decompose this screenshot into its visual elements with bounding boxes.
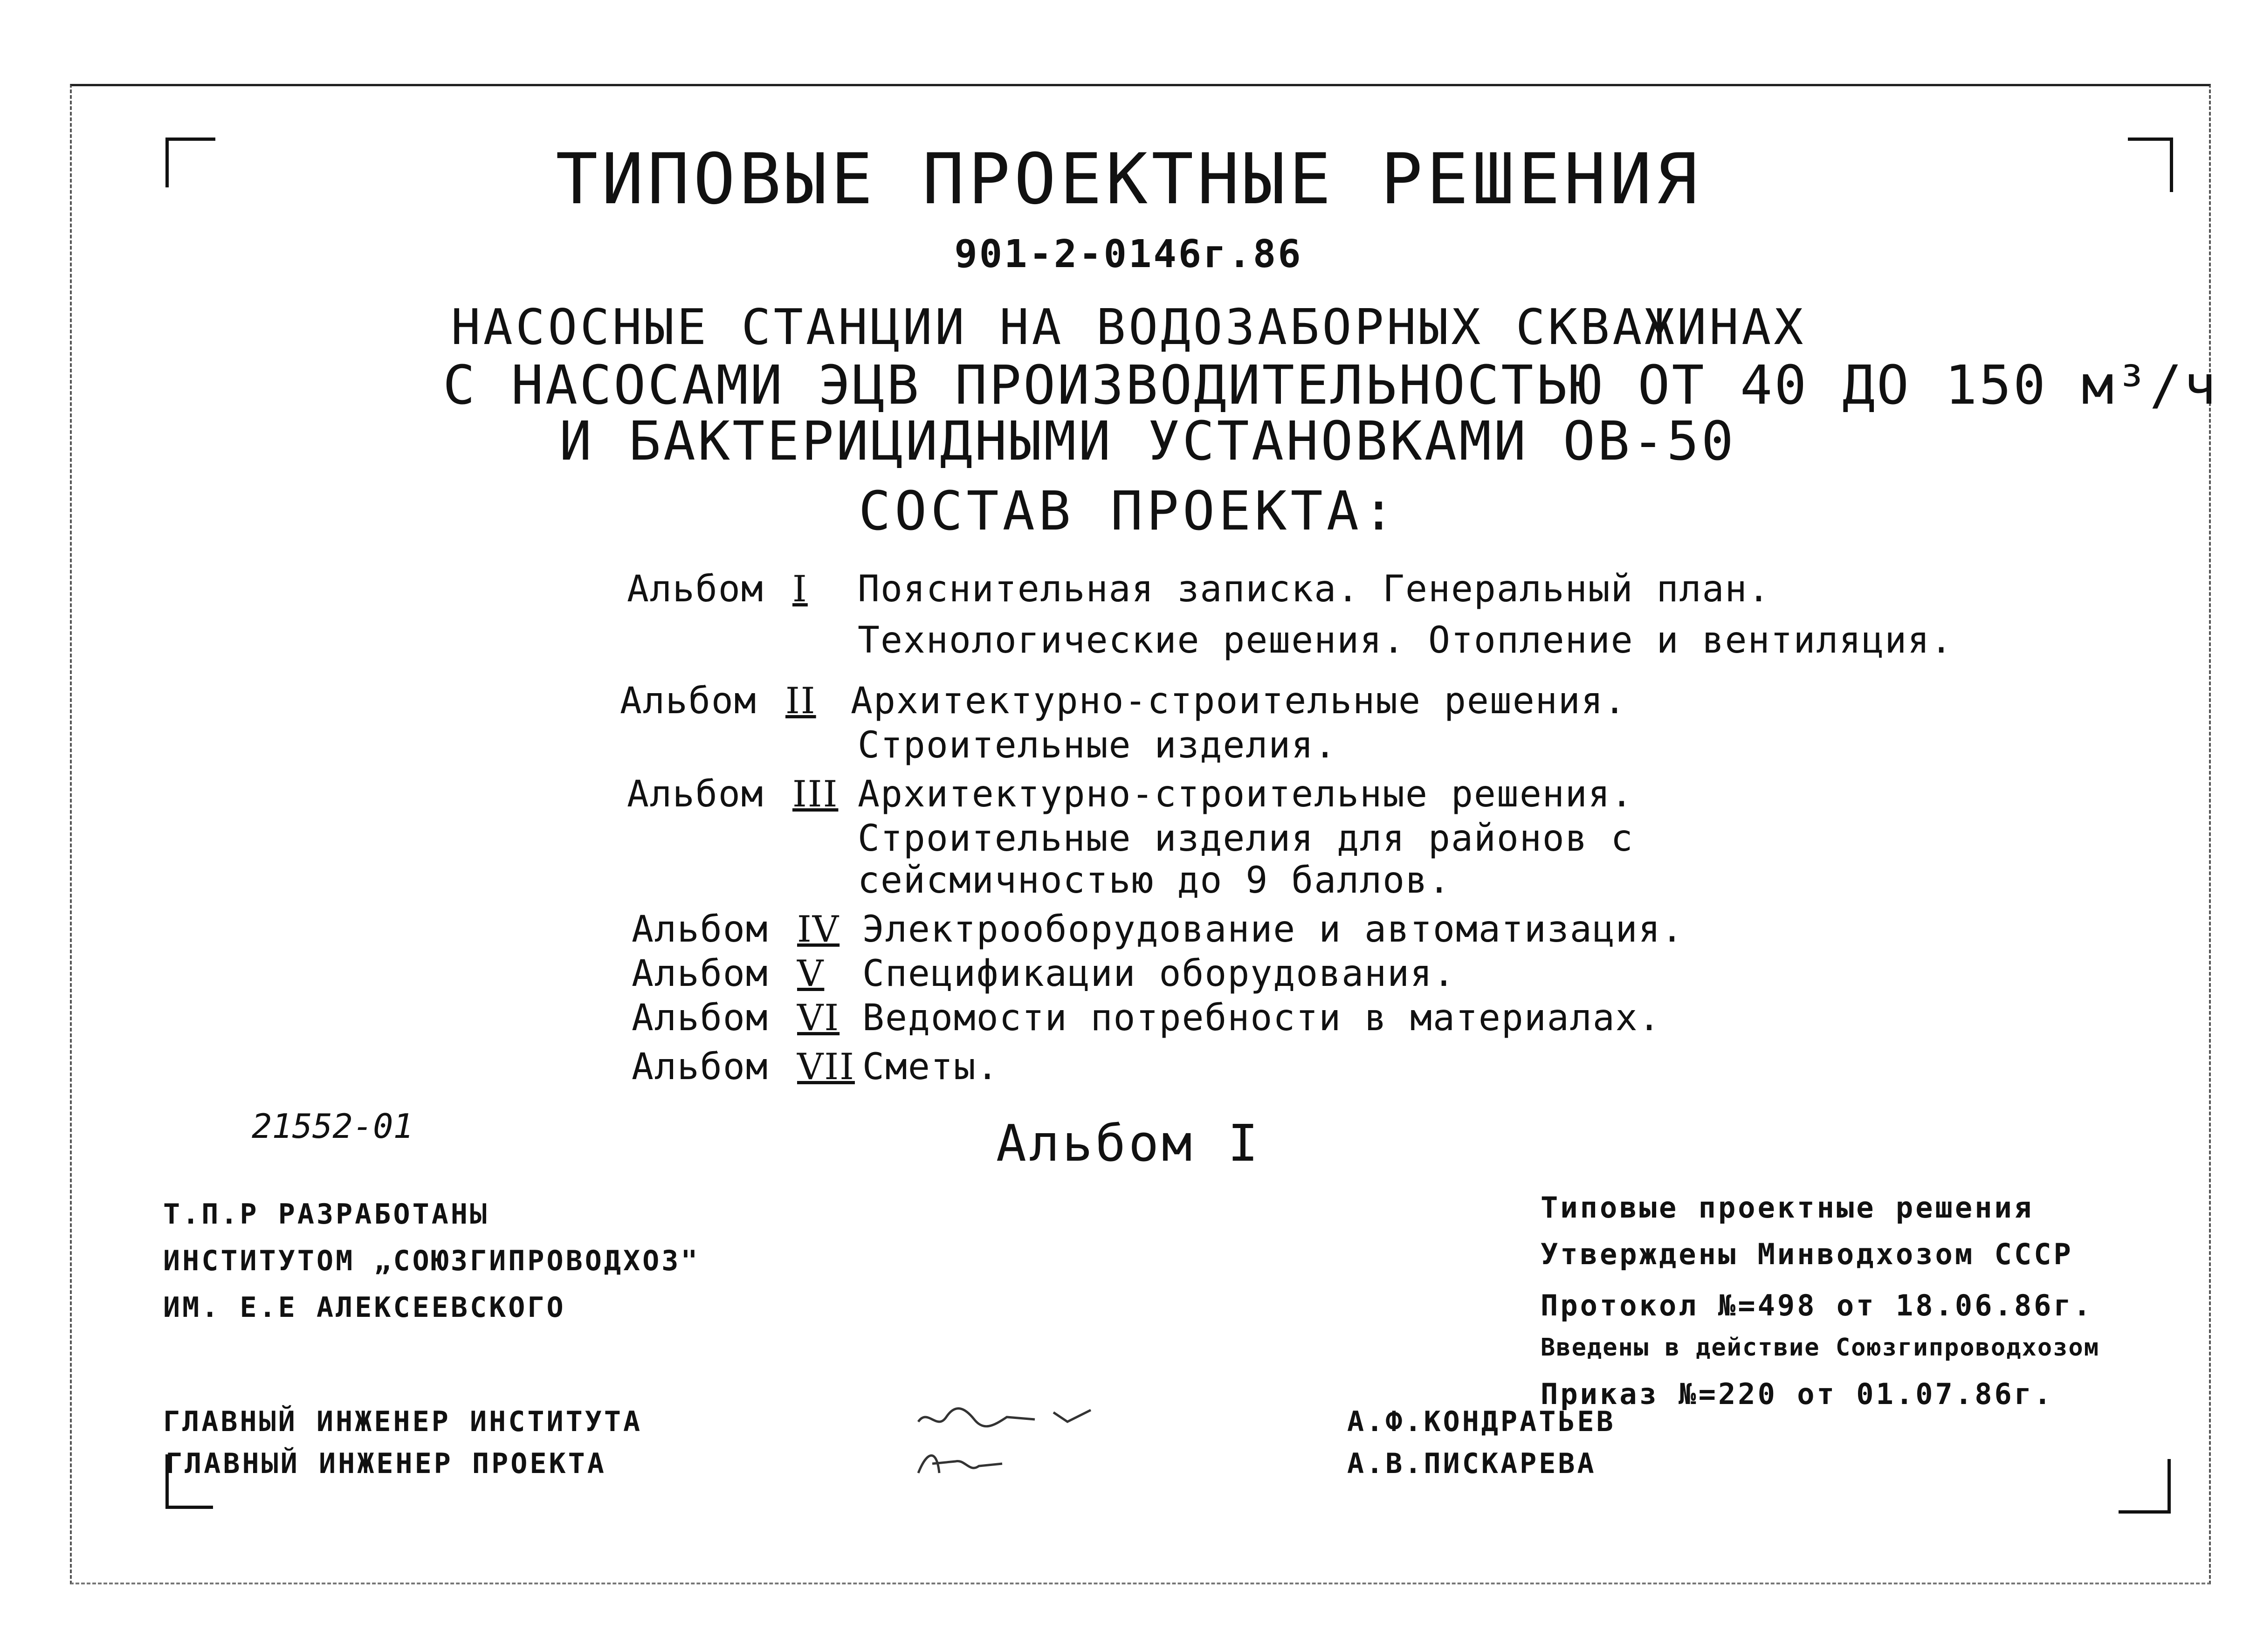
album-label: Альбом [632, 1046, 769, 1088]
signature-name-kondratyev: А.Ф.КОНДРАТЬЕВ [1347, 1405, 1616, 1438]
corner-mark-bottom-right [2119, 1459, 2171, 1514]
album-roman: II [785, 680, 816, 722]
album-label: Альбом [627, 568, 764, 610]
album-roman: IV [797, 909, 840, 950]
handwritten-signature [914, 1445, 1016, 1489]
album-description: Технологические решения. Отопление и вентиляция. [858, 620, 1954, 661]
album-description: Спецификации оборудования. [862, 953, 1456, 995]
album-roman: VI [797, 997, 840, 1039]
signature-scribble-2 [914, 1445, 1016, 1482]
subject-line-3: И БАКТЕРИЦИДНЫМИ УСТАНОВКАМИ ОВ-50 [559, 410, 1736, 473]
developer-line-1: Т.П.Р РАЗРАБОТАНЫ [163, 1198, 489, 1231]
approval-line-5: Приказ №=220 от 01.07.86г. [1541, 1377, 2054, 1411]
album-roman: I [792, 568, 808, 610]
main-title: ТИПОВЫЕ ПРОЕКТНЫЕ РЕШЕНИЯ [556, 139, 1701, 220]
subject-line-2: С НАСОСАМИ ЭЦВ ПРОИЗВОДИТЕЛЬНОСТЬЮ ОТ 40 ДО 150 м³/ч [443, 354, 2218, 417]
signature-role-chief-engineer-project: ГЛАВНЫЙ ИНЖЕНЕР ПРОЕКТА [165, 1447, 606, 1480]
album-roman: VII [797, 1046, 855, 1088]
developer-line-3: ИМ. Е.Е АЛЕКСЕЕВСКОГО [163, 1291, 566, 1324]
approval-line-2: Утверждены Минводхозом СССР [1541, 1237, 2073, 1271]
album-description: Электрооборудование и автоматизация. [862, 909, 1684, 950]
handwritten-signature [914, 1398, 1109, 1443]
composition-heading: СОСТАВ ПРОЕКТА: [858, 480, 1399, 543]
project-code: 901-2-0146г.86 [954, 232, 1303, 276]
approval-line-1: Типовые проектные решения [1541, 1191, 2034, 1225]
album-roman: V [797, 953, 825, 995]
album-label: Альбом [632, 997, 769, 1039]
album-label: Альбом [632, 953, 769, 995]
signature-role-chief-engineer-institute: ГЛАВНЫЙ ИНЖЕНЕР ИНСТИТУТА [163, 1405, 643, 1438]
album-label: Альбом [620, 680, 757, 722]
album-roman: III [792, 773, 839, 815]
developer-line-2: ИНСТИТУТОМ „СОЮЗГИПРОВОДХОЗ" [163, 1245, 700, 1277]
album-description: Пояснительная записка. Генеральный план. [858, 568, 1771, 610]
approval-line-4: Введены в действие Союзгипроводхозом [1541, 1334, 2100, 1362]
signature-name-piskareva: А.В.ПИСКАРЕВА [1347, 1447, 1596, 1480]
album-description: сейсмичностью до 9 баллов. [858, 860, 1451, 902]
current-album-title: Альбом I [996, 1115, 1261, 1173]
album-description: Ведомости потребности в материалах. [862, 997, 1661, 1039]
album-description: Архитектурно-строительные решения. [851, 680, 1627, 722]
album-label: Альбом [627, 773, 764, 815]
album-description: Строительные изделия для районов с [858, 818, 1634, 860]
album-description: Сметы. [862, 1046, 999, 1088]
drawing-number: 21552-01 [252, 1107, 413, 1146]
approval-line-3: Протокол №=498 от 18.06.86г. [1541, 1288, 2093, 1322]
album-label: Альбом [632, 909, 769, 950]
signature-scribble-1 [914, 1398, 1109, 1436]
album-description: Строительные изделия. [858, 724, 1337, 766]
album-description: Архитектурно-строительные решения. [858, 773, 1634, 815]
subject-line-1: НАСОСНЫЕ СТАНЦИИ НА ВОДОЗАБОРНЫХ СКВАЖИНАХ [451, 299, 1806, 356]
